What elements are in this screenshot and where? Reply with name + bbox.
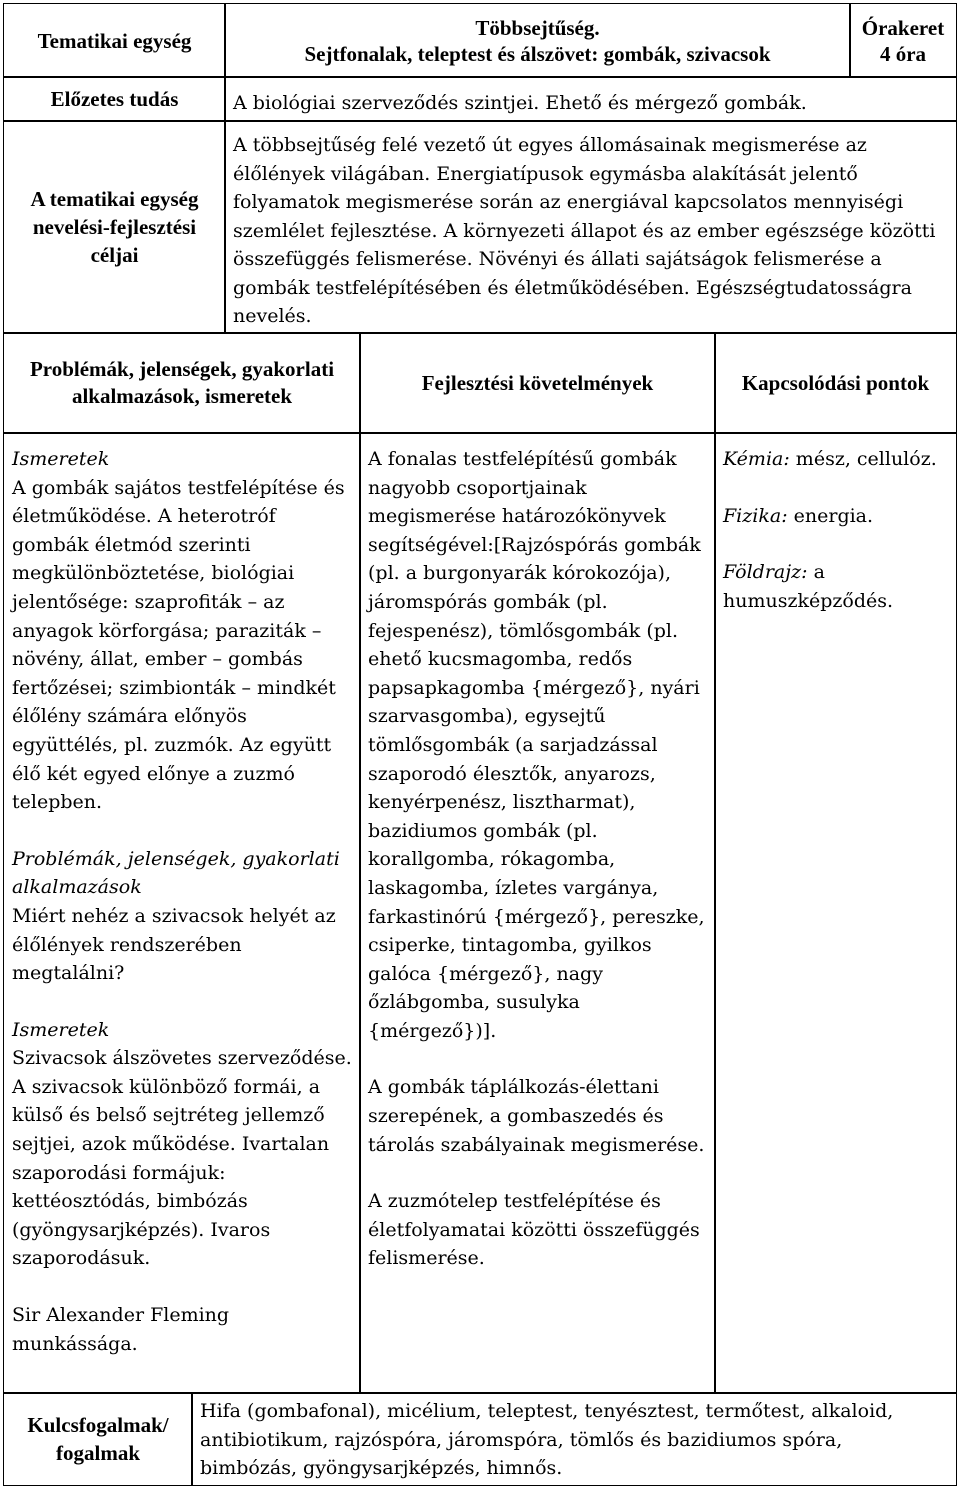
hours-label: Órakeret [861,15,945,40]
link-chemistry-text: mész, cellulóz. [789,448,937,470]
col2-header-cell [359,332,716,434]
col1-heading-problems: Problémák, jelenségek, gyakorlati alkalmazások [12,847,340,899]
hours-value: 4 óra [879,41,927,66]
col1-paragraph-sponge-question: Miért nehéz a szivacsok helyét az élőlények rendszerében megtalálni? [12,904,336,985]
col3-header: Kapcsolódási pontok [741,371,930,395]
col1-header: Problémák, jelenségek, gyakorlati alkalmazások, ismeretek [29,357,335,408]
link-physics-text: energia. [787,504,874,527]
col1-paragraph-sponges: Szivacsok álszövetes szerveződése. A szivacsok különböző formái, a külső és belső sejtréteg jellemző sejtjei, azok működése. Ivartalan szaporodási formájuk: kettéosztódás, bimbózás (gyöngysarjképzés). Ivaros szaporodásuk. [12,1047,352,1270]
prior-knowledge-label-cell [3,76,226,122]
col3-content-cell [714,432,957,1394]
unit-title-cell [224,3,851,78]
keywords-label-cell [3,1392,193,1486]
col1-heading-knowledge-2: Ismeretek [12,1018,110,1041]
unit-title-line2: Sejtfonalak, teleptest és álszövet: gombák, szivacsok [304,41,771,66]
goals-text: A többsejtűség felé vezető út egyes állomásainak megismerése az élőlények világában. Energiatípusok egymásba alakítását jelentő folyamatok megismerése során az energiával kapcsolatos mennyiségi szemlélet fejlesztése. A környezeti állapot és az ember egészsége közötti összefüggés felismerése. Növényi és állati sajátságok felismerése a gombák testfelépítésében és életműködésében. Egészségtudatosságra nevelés. [233,134,936,327]
col1-header-cell [3,332,361,434]
col1-content-cell [3,432,361,1394]
col1-paragraph-fleming: Sir Alexander Fleming munkássága. [12,1304,230,1355]
prior-knowledge-label: Előzetes tudás [50,87,179,111]
link-geography [723,558,952,615]
prior-knowledge-cell [224,76,957,122]
unit-label-cell [3,3,226,78]
col2-paragraph-fungi-groups: A fonalas testfelépítésű gombák nagyobb csoportjainak megismerése határozókönyvek segítségével:[Rajzóspórás gombák (pl. a burgonyarák kórokozója), járomspórás gombák (pl. fejespenész), tömlősgombák (pl. ehető kucsmagomba, redős papsapkagomba {mérgező}, nyári szarvasgomba), egysejtű tömlősgombák (a sarjadzással szaporodó élesztők, anyarozs, kenyérpenész, lisztharmat), bazidiumos gombák (pl. korallgomba, rókagomba, laskagomba, ízletes vargánya, farkastinórú {mérgező}, pereszke, csiperke, tintagomba, gyilkos galóca {mérgező}, nagy őzlábgomba, susulyka {mérgező})]. [368,448,705,1042]
goals-label-cell [3,120,226,334]
link-chemistry-subject: Kémia: [723,448,790,470]
goals-label: A tematikai egység nevelési-fejlesztési céljai [30,187,199,267]
prior-knowledge-text: A biológiai szerveződés szintjei. Ehető és mérgező gombák. [233,92,807,114]
link-physics-subject: Fizika: [723,504,788,527]
keywords-label: Kulcsfogalmak/ fogalmak [27,1413,169,1465]
curriculum-table [3,3,957,1486]
hours-cell [849,3,957,78]
link-chemistry [723,445,952,474]
link-geography-subject: Földrajz: [723,561,808,584]
col3-header-cell [714,332,957,434]
keywords-cell [191,1392,957,1486]
unit-title-line1: Többsejtűség. [475,15,600,40]
keywords-text: Hifa (gombafonal), micélium, teleptest, tenyésztest, termőtest, alkaloid, antibiotikum, rajzóspóra, járomspóra, tömlős és bazidiumos spóra, bimbózás, gyöngysarjképzés, himnős. [200,1400,894,1479]
col2-header: Fejlesztési követelmények [421,371,654,395]
goals-cell [224,120,957,334]
col2-content-cell [359,432,716,1394]
col2-paragraph-lichen: A zuzmótelep testfelépítése és életfolyamatai közötti összefüggés felismerése. [368,1190,700,1270]
col1-heading-knowledge: Ismeretek [12,448,110,470]
unit-label: Tematikai egység [37,28,192,53]
col1-paragraph-fungi: A gombák sajátos testfelépítése és életműködése. A heterotróf gombák életmód szerinti megkülönböztetése, biológiai jelentősége: szaprofiták – az anyagok körforgása; paraziták – növény, állat, ember – gombás fertőzései; szimbionták – mindkét élőlény számára előnyös együttélés, pl. zuzmók. Az együtt élő két egyed előnye a zuzmó telepben. [12,476,345,814]
col2-paragraph-nutrition: A gombák táplálkozás-élettani szerepének, a gombaszedés és tárolás szabályainak megismerése. [368,1076,705,1156]
link-geography-text: a humuszképződés. [723,561,894,612]
link-physics [723,502,952,531]
